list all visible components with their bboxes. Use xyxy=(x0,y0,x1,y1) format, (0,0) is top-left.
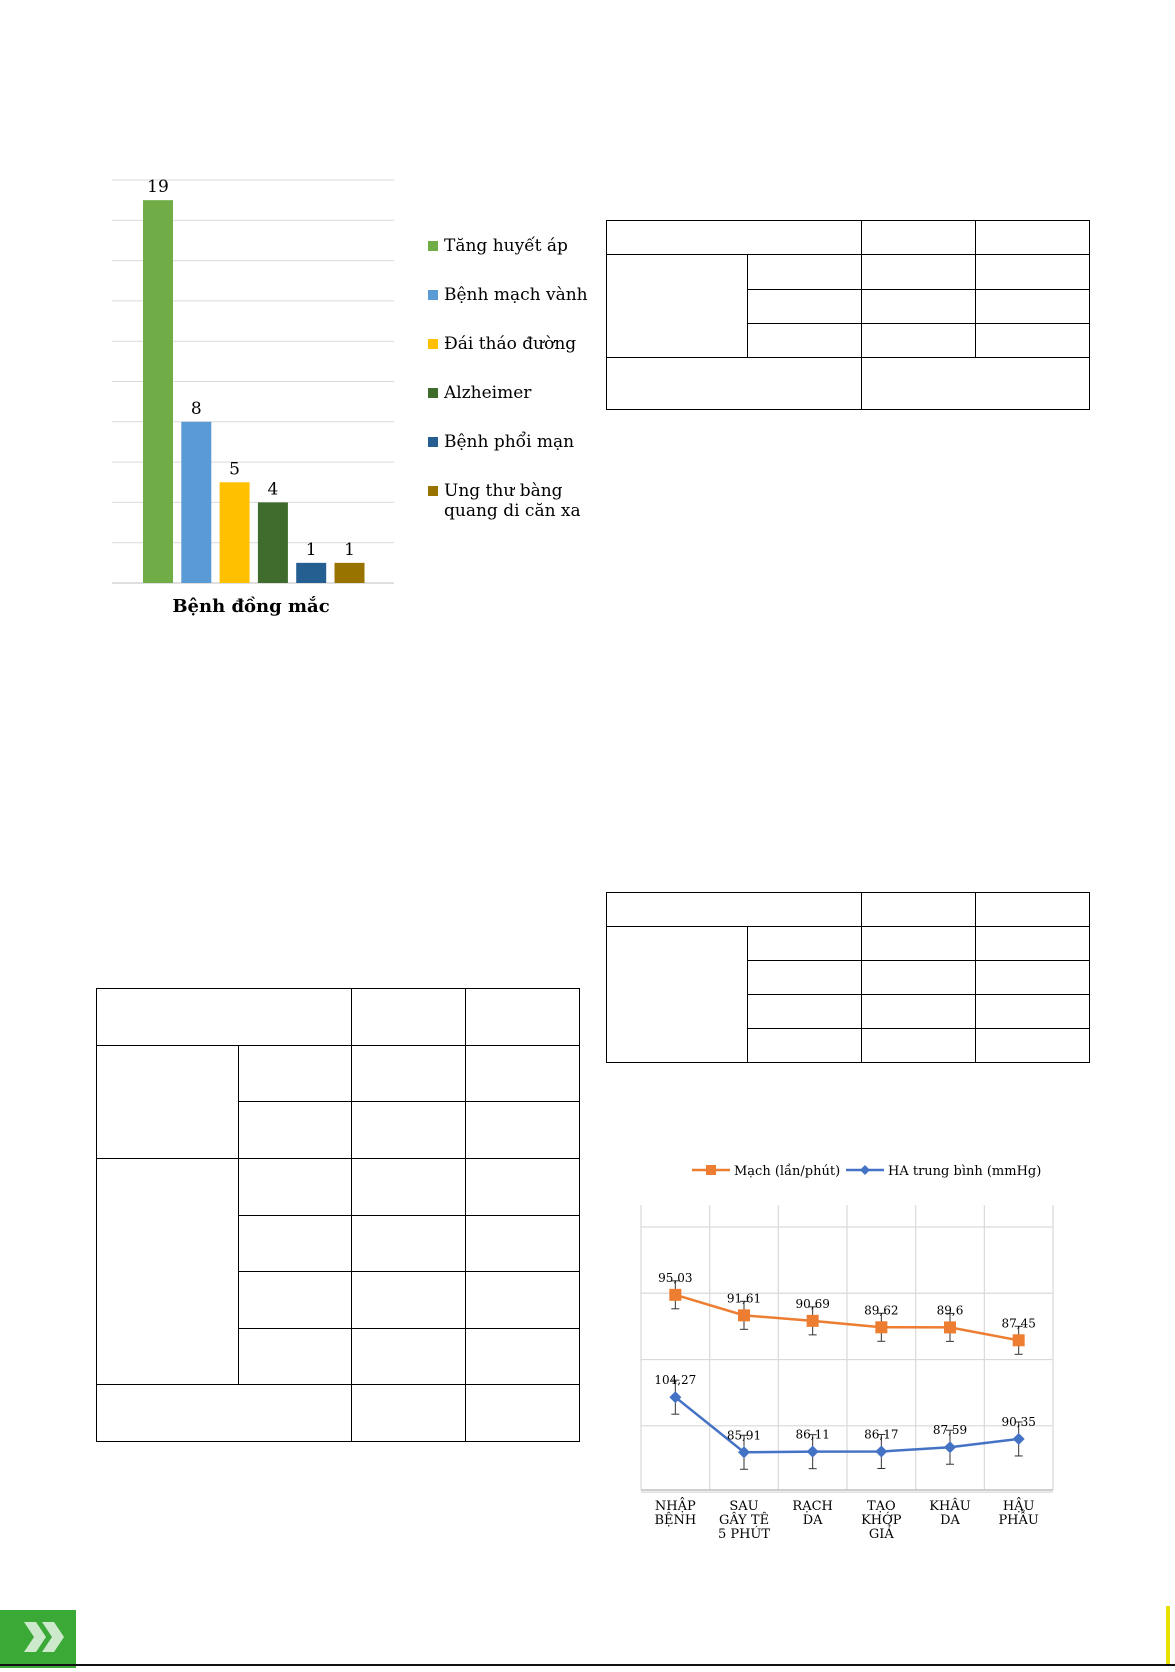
line-chart-x-tick-labels xyxy=(654,1497,1038,1542)
bar-chart-legend xyxy=(428,236,598,550)
x-tick-label: SAU GÂY TÊ 5 PHÚT xyxy=(717,1499,771,1542)
table-row xyxy=(97,989,580,1046)
legend-swatch xyxy=(428,241,438,251)
data-label: 90,69 xyxy=(795,1296,830,1311)
footer-green-block xyxy=(0,1610,76,1668)
bar-value-label: 5 xyxy=(229,459,241,480)
data-label: 104,27 xyxy=(654,1373,697,1388)
data-point xyxy=(944,1321,956,1333)
data-point xyxy=(669,1289,681,1301)
data-label: 89,6 xyxy=(936,1303,964,1318)
data-label: 85,91 xyxy=(726,1428,762,1443)
data-point xyxy=(875,1321,887,1333)
table-row xyxy=(607,255,1090,289)
legend-item xyxy=(428,383,598,403)
data-point xyxy=(1013,1433,1025,1445)
bar-value-label: 4 xyxy=(267,479,279,500)
bar-value-label: 19 xyxy=(147,177,169,198)
vitals-line-chart xyxy=(620,1150,1120,1550)
bar-3 xyxy=(220,482,250,583)
table-row xyxy=(607,358,1090,410)
bar-chart-bars xyxy=(143,200,365,583)
data-point xyxy=(807,1446,819,1458)
legend-item xyxy=(428,285,598,305)
legend-marker xyxy=(706,1165,716,1175)
x-tick-label: RẠCH DA xyxy=(792,1499,833,1528)
data-label: 86,17 xyxy=(864,1427,899,1442)
legend-item xyxy=(428,236,598,256)
x-tick-label: KHÂU DA xyxy=(929,1499,971,1528)
bar-value-label: 1 xyxy=(305,539,317,560)
legend-label: Ung thư bàng quang di căn xa xyxy=(444,481,581,521)
legend-swatch xyxy=(428,486,438,496)
table-b xyxy=(606,892,1090,1063)
x-tick-label: NHẬP BỆNH xyxy=(654,1499,697,1528)
line-chart-series xyxy=(654,1271,1036,1469)
table-a xyxy=(606,220,1090,410)
data-label: 86,11 xyxy=(795,1427,830,1442)
data-point xyxy=(944,1441,956,1453)
table-row xyxy=(607,927,1090,961)
legend-label: Bệnh mạch vành xyxy=(444,285,588,305)
table-c xyxy=(96,988,580,1442)
table-row xyxy=(97,1385,580,1442)
bar-1 xyxy=(143,200,173,583)
bar-4 xyxy=(258,502,288,583)
data-label: 87,45 xyxy=(1001,1316,1036,1331)
bar-5 xyxy=(296,563,326,583)
legend-item xyxy=(428,334,598,354)
legend-swatch xyxy=(428,290,438,300)
table-row xyxy=(97,1045,580,1102)
data-label: 95,03 xyxy=(658,1270,693,1285)
legend-swatch xyxy=(428,339,438,349)
x-tick-label: HẬU PHẪU xyxy=(998,1499,1039,1528)
table-row xyxy=(97,1158,580,1215)
bar-value-label: 8 xyxy=(190,398,202,419)
data-label: 90,35 xyxy=(1001,1414,1036,1429)
legend-item xyxy=(428,432,598,452)
bar-chart-x-axis-label: Bệnh đồng mắc xyxy=(172,596,330,617)
page-edge-marker xyxy=(1166,1606,1170,1664)
data-point xyxy=(807,1315,819,1327)
legend-label: Bệnh phổi mạn xyxy=(444,432,575,452)
legend-label: Đái tháo đường xyxy=(444,334,577,354)
table-row xyxy=(607,221,1090,255)
line-chart-gridlines xyxy=(641,1205,1053,1492)
table-row xyxy=(607,893,1090,927)
data-point xyxy=(738,1309,750,1321)
legend-marker xyxy=(860,1165,870,1175)
data-point xyxy=(1013,1334,1025,1346)
footer-rule xyxy=(0,1664,1175,1666)
legend-label: Tăng huyết áp xyxy=(444,236,568,256)
data-label: 89,62 xyxy=(864,1303,899,1318)
legend-label: HA trung bình (mmHg) xyxy=(888,1164,1042,1179)
data-label: 87,59 xyxy=(932,1423,968,1438)
legend-label: Alzheimer xyxy=(444,383,532,403)
data-point xyxy=(875,1445,887,1457)
line-chart-legend xyxy=(692,1163,1041,1179)
bar-2 xyxy=(181,422,211,583)
data-label: 91,61 xyxy=(726,1291,762,1306)
double-chevron-right-icon xyxy=(0,1610,76,1668)
bar-6 xyxy=(335,563,365,583)
legend-swatch xyxy=(428,437,438,447)
x-tick-label: TẠO KHỚP GIẢ xyxy=(861,1499,902,1542)
bar-value-label: 1 xyxy=(344,539,355,560)
legend-swatch xyxy=(428,388,438,398)
legend-item xyxy=(428,481,598,521)
legend-label: Mạch (lần/phút) xyxy=(734,1164,841,1179)
